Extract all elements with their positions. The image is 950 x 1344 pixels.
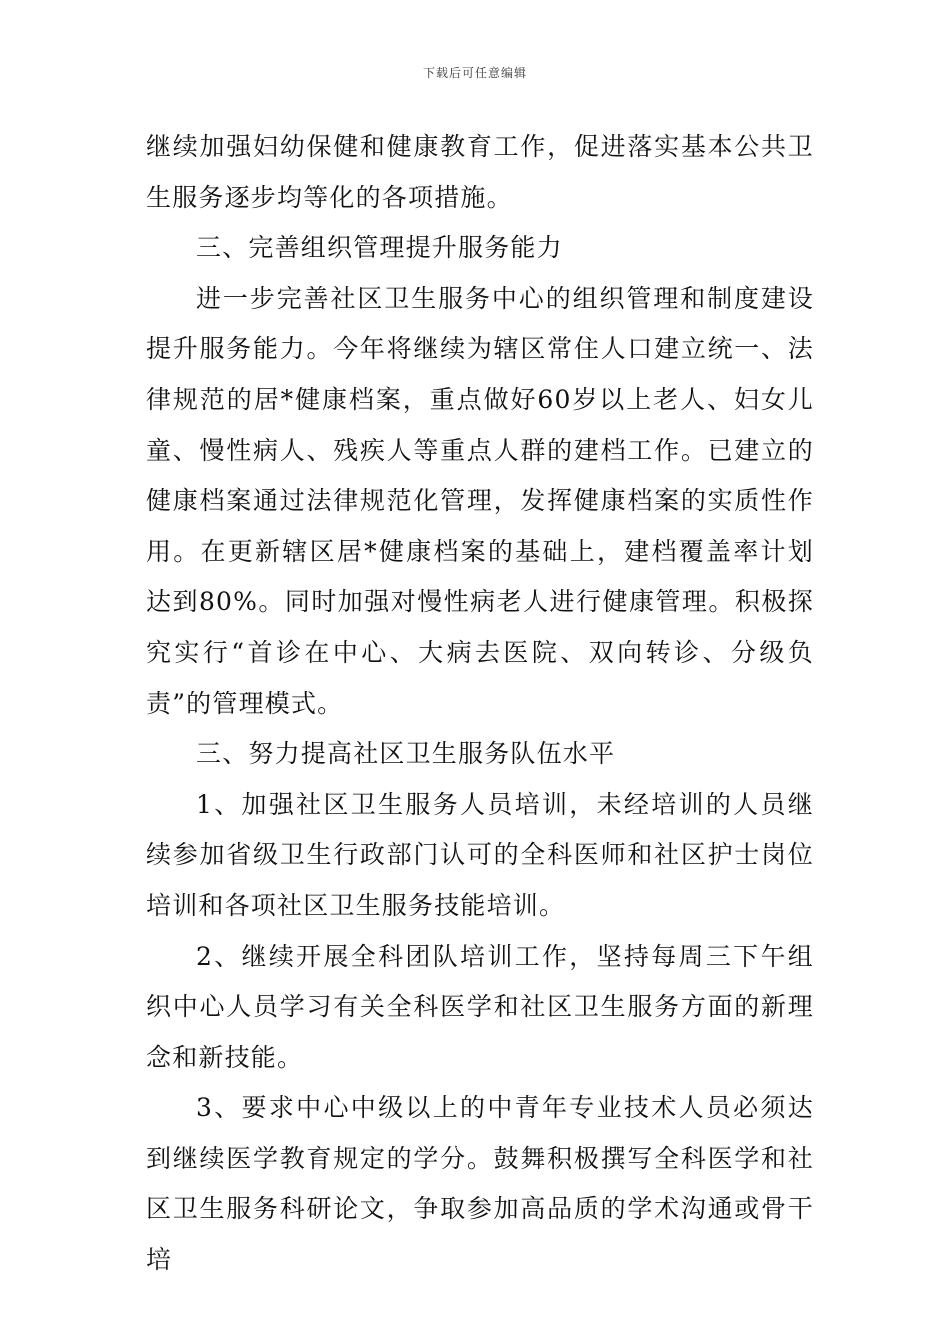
paragraph-item-3: 3、要求中心中级以上的中青年专业技术人员必须达到继续医学教育规定的学分。鼓舞积极撰写全科医学和社区卫生服务科研论文，争取参加高品质的学术沟通或骨干培: [146, 1093, 814, 1275]
section-heading-organization: 三、完善组织管理提升服务能力: [196, 233, 563, 263]
paragraph-item-2: 2、继续开展全科团队培训工作，坚持每周三下午组织中心人员学习有关全科医学和社区卫生服务方面的新理念和新技能。: [146, 941, 814, 1072]
paragraph-item-1: 1、加强社区卫生服务人员培训，未经培训的人员继续参加省级卫生行政部门认可的全科医师和社区护士岗位培训和各项社区卫生服务技能培训。: [146, 789, 814, 920]
paragraph-continuation: 继续加强妇幼保健和健康教育工作，促进落实基本公共卫生服务逐步均等化的各项措施。: [146, 132, 814, 212]
paragraph-organization: 进一步完善社区卫生服务中心的组织管理和制度建设提升服务能力。今年将继续为辖区常住人口建立统一、法律规范的居*健康档案，重点做好60岁以上老人、妇女儿童、慢性病人、残疾人等重点人群的建档工作。已建立的健康档案通过法律规范化管理，发挥健康档案的实质性作用。在更新辖区居*健康档案的基础上，建档覆盖率计划达到80%。同时加强对慢性病老人进行健康管理。积极探究实行“首诊在中心、大病去医院、双向转诊、分级负责”的管理模式。: [146, 283, 814, 718]
page-header-note: 下载后可任意编辑: [422, 66, 527, 80]
section-heading-staff: 三、努力提高社区卫生服务队伍水平: [196, 739, 616, 769]
document-body: [146, 122, 814, 1286]
